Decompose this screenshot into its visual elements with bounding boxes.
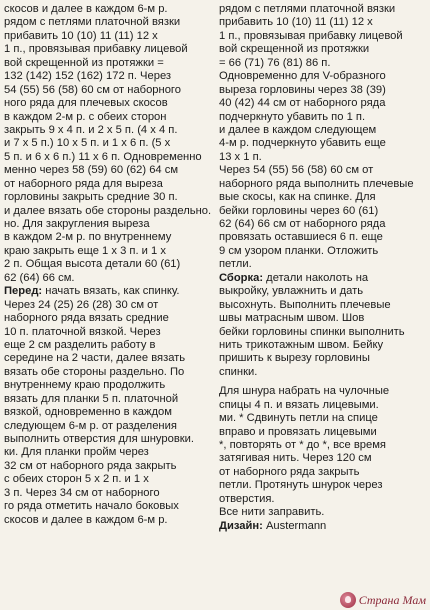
text-line: Для шнура набрать на чулочные bbox=[219, 385, 390, 398]
text-line bbox=[219, 272, 427, 285]
text-line: и 7 х 5 п.) 10 х 5 п. и 1 х 6 п. (5 х bbox=[4, 137, 171, 150]
text-line: но. Для закругления выреза bbox=[4, 218, 150, 230]
text-line: спинки. bbox=[219, 365, 258, 378]
text-line: от наборного ряда для выреза bbox=[4, 177, 163, 190]
text-line: вязать обе стороны раздельно. По bbox=[4, 365, 185, 378]
section-text: Austermann bbox=[262, 519, 327, 532]
strana-mam-logo-icon bbox=[340, 592, 356, 608]
text-line: ми. * Сдвинуть петли на спице bbox=[219, 412, 378, 425]
text-line: скосов и далее в каждом 6-м р. bbox=[4, 3, 168, 15]
text-line: ки. Для планки пройм через bbox=[4, 446, 149, 459]
text-line: следующем 6-м р. от разделения bbox=[4, 419, 177, 432]
text-line: Все нити заправить. bbox=[219, 506, 325, 519]
section-text: начать вязать, как спинку. bbox=[42, 285, 180, 298]
text-line: и далее вязать обе стороны раздельно. bbox=[4, 204, 212, 217]
text-line: прибавить 10 (10) 11 (11) 12 х bbox=[219, 16, 373, 29]
right-text-column bbox=[219, 3, 427, 533]
text-line: нить трикотажным швом. Бейку bbox=[219, 338, 384, 351]
text-line: спицы 4 п. и вязать лицевыми. bbox=[219, 398, 379, 411]
text-line: от наборного ряда закрыть bbox=[219, 465, 360, 478]
text-line: вые скосы, как на спинке. Для bbox=[219, 191, 376, 204]
text-line: бейки горловины через 60 (61) bbox=[219, 204, 379, 217]
text-line: закрыть 9 х 4 п. и 2 х 5 п. (4 х 4 п. bbox=[4, 123, 178, 136]
text-line: рядом с петлями платочной вязки bbox=[4, 16, 181, 29]
text-line: наборного ряда вязать средние bbox=[4, 312, 169, 325]
section-heading: Сборка: bbox=[219, 271, 264, 284]
text-line: 62 (64) 66 см от наборного ряда bbox=[219, 218, 386, 230]
text-line: пришить к вырезу горловины bbox=[219, 352, 370, 365]
text-line: 5 п. и 6 х 6 п.) 11 х 6 п. Одновременно bbox=[4, 150, 202, 163]
left-text-column bbox=[4, 3, 212, 527]
text-line: 1 п., провязывая прибавку лицевой bbox=[4, 43, 188, 56]
text-line: Через 54 (55) 56 (58) 60 см от bbox=[219, 164, 374, 177]
section-heading: Дизайн: bbox=[219, 519, 263, 532]
watermark bbox=[340, 592, 426, 608]
text-line: выполнить отверстия для шнуровки. bbox=[4, 433, 195, 445]
text-line: 132 (142) 152 (162) 172 п. Через bbox=[4, 70, 172, 83]
text-line: высохнуть. Выполнить плечевые bbox=[219, 298, 391, 311]
text-line: горловины закрыть средние 30 п. bbox=[4, 191, 178, 204]
text-line: с обеих сторон 5 х 2 п. и 1 х bbox=[4, 473, 149, 486]
text-line: 54 (55) 56 (58) 60 см от наборного bbox=[4, 83, 181, 96]
text-line: вой скрещенной из протяжки = bbox=[4, 56, 164, 69]
text-line: середине на 2 части, далее вязать bbox=[4, 352, 186, 365]
text-line: вязкой, одновременно в каждом bbox=[4, 406, 172, 419]
text-line: выкройку, увлажнить и дать bbox=[219, 285, 364, 298]
text-line: петли. bbox=[219, 258, 252, 271]
text-line: петли. Протянуть шнурок через bbox=[219, 479, 383, 492]
text-line: вязать для планки 5 п. платочной bbox=[4, 392, 179, 405]
text-line: скосов и далее в каждом 6-м р. bbox=[4, 513, 168, 526]
text-line bbox=[219, 520, 427, 533]
text-line: ного ряда для плечевых скосов bbox=[4, 97, 168, 110]
text-line: 40 (42) 44 см от наборного ряда bbox=[219, 97, 386, 110]
text-line: выреза горловины через 38 (39) bbox=[219, 83, 386, 96]
text-line: 9 см узором планки. Отложить bbox=[219, 244, 379, 257]
text-line: вправо и провязать лицевыми bbox=[219, 425, 377, 438]
text-line: 10 п. платочной вязкой. Через bbox=[4, 325, 161, 338]
text-line: *, повторять от * до *, все время bbox=[219, 439, 386, 451]
text-line: вой скрещенной из протяжки bbox=[219, 43, 370, 56]
text-line: провязать оставшиеся 6 п. еще bbox=[219, 231, 383, 244]
text-line: в каждом 2-м р. по внутреннему bbox=[4, 231, 172, 244]
text-line: затягивая нить. Через 120 см bbox=[219, 452, 372, 465]
text-line: бейки горловины спинки выполнить bbox=[219, 325, 405, 338]
text-line: подчеркнуто убавить по 1 п. bbox=[219, 110, 366, 123]
text-line: 1 п., провязывая прибавку лицевой bbox=[219, 29, 403, 42]
text-line: рядом с петлями платочной вязки bbox=[219, 3, 396, 15]
text-line: прибавить 10 (10) 11 (11) 12 х bbox=[4, 29, 158, 42]
text-line: 62 (64) 66 см. bbox=[4, 271, 75, 284]
text-line: 3 п. Через 34 см от наборного bbox=[4, 486, 160, 499]
text-line: и далее в каждом следующем bbox=[219, 123, 377, 136]
section-heading: Перед: bbox=[4, 285, 43, 298]
text-line: 4-м р. подчеркнуто убавить еще bbox=[219, 137, 386, 150]
text-line: го ряда отметить начало боковых bbox=[4, 500, 179, 513]
text-line: швы матрасным швом. Шов bbox=[219, 312, 365, 325]
text-line: 13 х 1 п. bbox=[219, 150, 262, 163]
text-line bbox=[4, 285, 207, 298]
text-line: отверстия. bbox=[219, 492, 275, 505]
section-text: детали наколоть на bbox=[263, 271, 369, 284]
text-line: в каждом 2-м р. с обеих сторон bbox=[4, 110, 167, 123]
watermark-text: Страна Мам bbox=[358, 592, 426, 607]
text-line: наборного ряда выполнить плечевые bbox=[219, 177, 414, 190]
text-line: Через 24 (25) 26 (28) 30 см от bbox=[4, 298, 159, 311]
text-line: внутреннему краю продолжить bbox=[4, 379, 166, 392]
text-line: краю закрыть еще 1 х 3 п. и 1 х bbox=[4, 244, 166, 257]
text-line: = 66 (71) 76 (81) 86 п. bbox=[219, 56, 331, 69]
text-line: менно через 58 (59) 60 (62) 64 см bbox=[4, 164, 179, 177]
text-line: 2 п. Общая высота детали 60 (61) bbox=[4, 258, 181, 271]
text-line: Одновременно для V-образного bbox=[219, 70, 386, 83]
text-line: 32 см от наборного ряда закрыть bbox=[4, 459, 177, 472]
text-line: еще 2 см разделить работу в bbox=[4, 338, 156, 351]
